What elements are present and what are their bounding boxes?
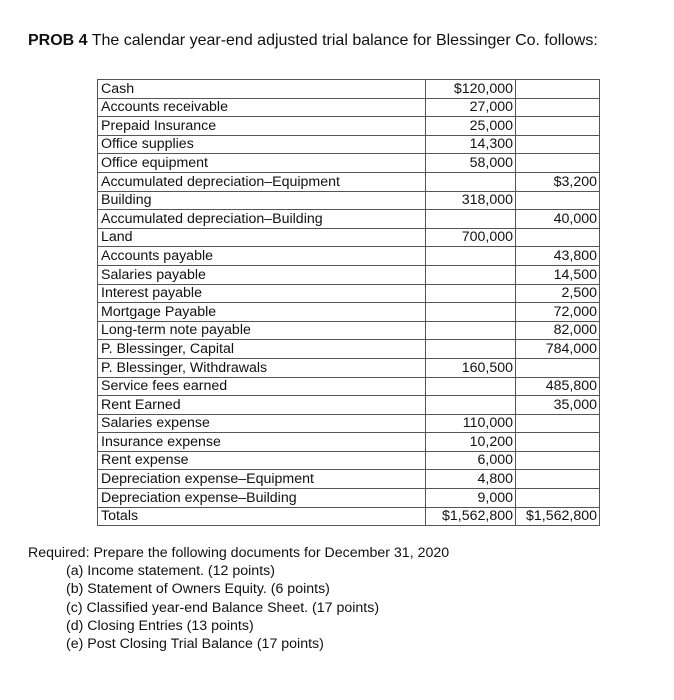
credit-amount — [516, 414, 600, 433]
account-name: Salaries payable — [98, 265, 426, 284]
account-name: Land — [98, 228, 426, 247]
trial-balance-row — [98, 117, 600, 136]
debit-amount: 58,000 — [426, 154, 516, 173]
credit-amount: $3,200 — [516, 172, 600, 191]
debit-amount — [426, 396, 516, 415]
account-name: Office equipment — [98, 154, 426, 173]
credit-amount: 35,000 — [516, 396, 600, 415]
credit-amount: 485,800 — [516, 377, 600, 396]
debit-amount: 700,000 — [426, 228, 516, 247]
trial-balance-row — [98, 414, 600, 433]
debit-amount: 4,800 — [426, 470, 516, 489]
account-name: Accounts receivable — [98, 98, 426, 117]
debit-amount: $120,000 — [426, 80, 516, 99]
credit-amount — [516, 117, 600, 136]
trial-balance-row — [98, 284, 600, 303]
credit-amount: 784,000 — [516, 340, 600, 359]
trial-balance-row — [98, 98, 600, 117]
debit-amount — [426, 303, 516, 322]
debit-amount: 110,000 — [426, 414, 516, 433]
trial-balance-row — [98, 172, 600, 191]
trial-balance-row — [98, 303, 600, 322]
problem-heading — [28, 32, 598, 50]
debit-amount: 318,000 — [426, 191, 516, 210]
trial-balance-row — [98, 228, 600, 247]
account-name: Insurance expense — [98, 433, 426, 452]
account-name: Mortgage Payable — [98, 303, 426, 322]
debit-amount: 9,000 — [426, 489, 516, 508]
trial-balance-row — [98, 265, 600, 284]
debit-amount — [426, 247, 516, 266]
trial-balance-table — [97, 79, 600, 526]
trial-balance-row — [98, 470, 600, 489]
trial-balance-row — [98, 321, 600, 340]
requirement-item: (a) Income statement. (12 points) — [66, 563, 275, 580]
debit-amount: 14,300 — [426, 135, 516, 154]
debit-amount — [426, 321, 516, 340]
debit-amount — [426, 210, 516, 229]
requirements-list — [28, 562, 449, 653]
requirement-item: (c) Classified year-end Balance Sheet. (17 points) — [66, 599, 380, 616]
account-name: P. Blessinger, Withdrawals — [98, 358, 426, 377]
trial-balance-body — [98, 80, 600, 526]
credit-amount: 14,500 — [516, 265, 600, 284]
account-name: Interest payable — [98, 284, 426, 303]
trial-balance-row — [98, 135, 600, 154]
trial-balance-row — [98, 433, 600, 452]
credit-amount — [516, 451, 600, 470]
debit-amount — [426, 284, 516, 303]
account-name: Office supplies — [98, 135, 426, 154]
debit-amount: 10,200 — [426, 433, 516, 452]
account-name: Accumulated depreciation–Building — [98, 210, 426, 229]
credit-amount: 72,000 — [516, 303, 600, 322]
problem-description: The calendar year-end adjusted trial balance for Blessinger Co. follows: — [91, 32, 598, 49]
account-name: Accounts payable — [98, 247, 426, 266]
account-name: Building — [98, 191, 426, 210]
debit-amount: 25,000 — [426, 117, 516, 136]
credit-amount — [516, 80, 600, 99]
credit-amount: 40,000 — [516, 210, 600, 229]
account-name: Prepaid Insurance — [98, 117, 426, 136]
debit-amount — [426, 377, 516, 396]
credit-amount: 43,800 — [516, 247, 600, 266]
trial-balance-row — [98, 377, 600, 396]
credit-amount — [516, 154, 600, 173]
credit-amount — [516, 358, 600, 377]
account-name: Totals — [98, 507, 426, 526]
requirements-section — [28, 544, 449, 653]
account-name: P. Blessinger, Capital — [98, 340, 426, 359]
trial-balance-row — [98, 340, 600, 359]
account-name: Depreciation expense–Equipment — [98, 470, 426, 489]
trial-balance-row — [98, 154, 600, 173]
trial-balance-row — [98, 358, 600, 377]
account-name: Salaries expense — [98, 414, 426, 433]
debit-amount — [426, 265, 516, 284]
credit-amount: 82,000 — [516, 321, 600, 340]
credit-amount — [516, 228, 600, 247]
account-name: Rent expense — [98, 451, 426, 470]
trial-balance-row — [98, 489, 600, 508]
credit-amount — [516, 489, 600, 508]
credit-amount — [516, 135, 600, 154]
trial-balance-row — [98, 451, 600, 470]
trial-balance-row — [98, 80, 600, 99]
requirement-item: (b) Statement of Owners Equity. (6 points) — [66, 581, 330, 598]
credit-amount — [516, 98, 600, 117]
requirements-title: Required: Prepare the following documents for December 31, 2020 — [28, 545, 450, 561]
requirement-item: (e) Post Closing Trial Balance (17 points) — [66, 636, 324, 653]
trial-balance-row — [98, 191, 600, 210]
debit-amount — [426, 172, 516, 191]
debit-amount — [426, 340, 516, 359]
account-name: Service fees earned — [98, 377, 426, 396]
debit-amount: 6,000 — [426, 451, 516, 470]
requirement-item: (d) Closing Entries (13 points) — [66, 617, 254, 634]
debit-amount: $1,562,800 — [426, 507, 516, 526]
credit-amount — [516, 470, 600, 489]
account-name: Accumulated depreciation–Equipment — [98, 172, 426, 191]
problem-number: PROB 4 — [28, 32, 88, 49]
account-name: Rent Earned — [98, 396, 426, 415]
trial-balance-row — [98, 396, 600, 415]
credit-amount — [516, 433, 600, 452]
account-name: Long-term note payable — [98, 321, 426, 340]
account-name: Cash — [98, 80, 426, 99]
credit-amount: 2,500 — [516, 284, 600, 303]
debit-amount: 27,000 — [426, 98, 516, 117]
trial-balance-row — [98, 210, 600, 229]
credit-amount: $1,562,800 — [516, 507, 600, 526]
account-name: Depreciation expense–Building — [98, 489, 426, 508]
trial-balance-row — [98, 247, 600, 266]
totals-row — [98, 507, 600, 526]
credit-amount — [516, 191, 600, 210]
debit-amount: 160,500 — [426, 358, 516, 377]
